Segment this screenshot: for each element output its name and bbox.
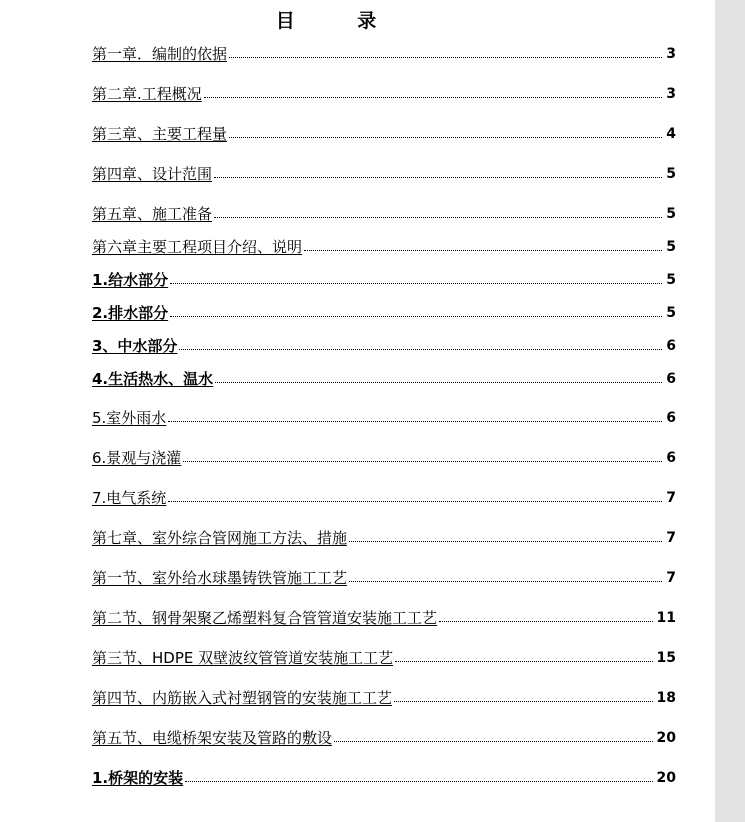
- toc-page-number: 7: [666, 570, 676, 586]
- toc-page-number: 11: [656, 610, 676, 626]
- toc-entry-label[interactable]: 第四章、设计范围: [92, 165, 213, 183]
- toc-entry[interactable]: [92, 164, 676, 184]
- toc-leader-dots: [394, 700, 653, 702]
- toc-page-number: 5: [666, 206, 676, 222]
- toc-leader-dots: [179, 348, 662, 350]
- toc-leader-dots: [183, 460, 662, 462]
- toc-entry[interactable]: [92, 528, 676, 548]
- toc-entry[interactable]: [92, 648, 676, 668]
- toc-entry-label[interactable]: 第三章、主要工程量: [92, 125, 228, 143]
- toc-leader-dots: [395, 660, 652, 662]
- toc-page-number: 6: [666, 338, 676, 354]
- toc-entry[interactable]: [92, 44, 676, 64]
- toc-entry-label[interactable]: 第七章、室外综合管网施工方法、措施: [92, 529, 348, 547]
- toc-leader-dots: [334, 740, 653, 742]
- toc-entry[interactable]: [92, 608, 676, 628]
- toc-entry-label[interactable]: 第六章主要工程项目介绍、说明: [92, 238, 303, 256]
- toc-leader-dots: [204, 96, 662, 98]
- toc-page-number: 6: [666, 450, 676, 466]
- toc-entry[interactable]: [92, 369, 676, 389]
- toc-page-number: 18: [656, 690, 676, 706]
- toc-entry-label[interactable]: 5.室外雨水: [92, 409, 167, 427]
- toc-leader-dots: [170, 282, 662, 284]
- toc-leader-dots: [170, 315, 662, 317]
- toc-entry[interactable]: [92, 270, 676, 290]
- toc-leader-dots: [349, 540, 662, 542]
- toc-entry[interactable]: [92, 204, 676, 224]
- toc-leader-dots: [349, 580, 662, 582]
- toc-entry-label[interactable]: 7.电气系统: [92, 489, 167, 507]
- toc-page-number: 6: [666, 410, 676, 426]
- toc-leader-dots: [168, 420, 662, 422]
- toc-entry-label[interactable]: 第五节、电缆桥架安装及管路的敷设: [92, 729, 333, 747]
- toc-entry[interactable]: [92, 237, 676, 257]
- toc-leader-dots: [229, 136, 662, 138]
- toc-entry-label[interactable]: 1.给水部分: [92, 271, 169, 289]
- toc-page-number: 5: [666, 239, 676, 255]
- toc-page-number: 5: [666, 272, 676, 288]
- toc-entry-label[interactable]: 4.生活热水、温水: [92, 370, 214, 388]
- toc-entry-label[interactable]: 第三节、HDPE 双壁波纹管管道安装施工工艺: [92, 649, 394, 667]
- vertical-scrollbar[interactable]: [715, 0, 745, 822]
- toc-entry-label[interactable]: 3、中水部分: [92, 337, 178, 355]
- toc-leader-dots: [215, 381, 662, 383]
- toc-entry-label[interactable]: 2.排水部分: [92, 304, 169, 322]
- toc-entry[interactable]: [92, 728, 676, 748]
- toc-entry-label[interactable]: 6.景观与浇灌: [92, 449, 182, 467]
- toc-leader-dots: [229, 56, 662, 58]
- toc-page-number: 7: [666, 530, 676, 546]
- toc-entry-label[interactable]: 1.桥架的安装: [92, 769, 184, 787]
- toc-page-number: 4: [666, 126, 676, 142]
- toc-page-number: 3: [666, 86, 676, 102]
- toc-entry[interactable]: [92, 303, 676, 323]
- toc-entry-label[interactable]: 第二章.工程概况: [92, 85, 202, 103]
- toc-page-number: 3: [666, 46, 676, 62]
- toc-entry[interactable]: [92, 488, 676, 508]
- toc-entry-label[interactable]: 第四节、内筋嵌入式衬塑钢管的安装施工工艺: [92, 689, 393, 707]
- toc-page-number: 7: [666, 490, 676, 506]
- toc-entry[interactable]: [92, 768, 676, 788]
- toc-page-number: 6: [666, 371, 676, 387]
- toc-page-number: 20: [656, 770, 676, 786]
- toc-leader-dots: [168, 500, 662, 502]
- toc-page-number: 5: [666, 166, 676, 182]
- toc-entry[interactable]: [92, 448, 676, 468]
- toc-leader-dots: [214, 216, 662, 218]
- toc-page-number: 15: [656, 650, 676, 666]
- toc-entry[interactable]: [92, 568, 676, 588]
- toc-entry-label[interactable]: 第一节、室外给水球墨铸铁管施工工艺: [92, 569, 348, 587]
- toc-leader-dots: [439, 620, 653, 622]
- toc-page-number: 20: [656, 730, 676, 746]
- toc-entry-label[interactable]: 第一章．编制的依据: [92, 45, 228, 63]
- toc-entry[interactable]: [92, 408, 676, 428]
- toc-entry[interactable]: [92, 688, 676, 708]
- toc-entry-label[interactable]: 第五章、施工准备: [92, 205, 213, 223]
- toc-entry-label[interactable]: 第二节、钢骨架聚乙烯塑料复合管管道安装施工工艺: [92, 609, 438, 627]
- toc-page-number: 5: [666, 305, 676, 321]
- toc-leader-dots: [214, 176, 662, 178]
- toc-title: 目 录: [275, 10, 405, 32]
- toc-leader-dots: [304, 249, 662, 251]
- toc-entry[interactable]: [92, 124, 676, 144]
- toc-entry[interactable]: [92, 84, 676, 104]
- toc-entry[interactable]: [92, 336, 676, 356]
- toc-leader-dots: [185, 780, 652, 782]
